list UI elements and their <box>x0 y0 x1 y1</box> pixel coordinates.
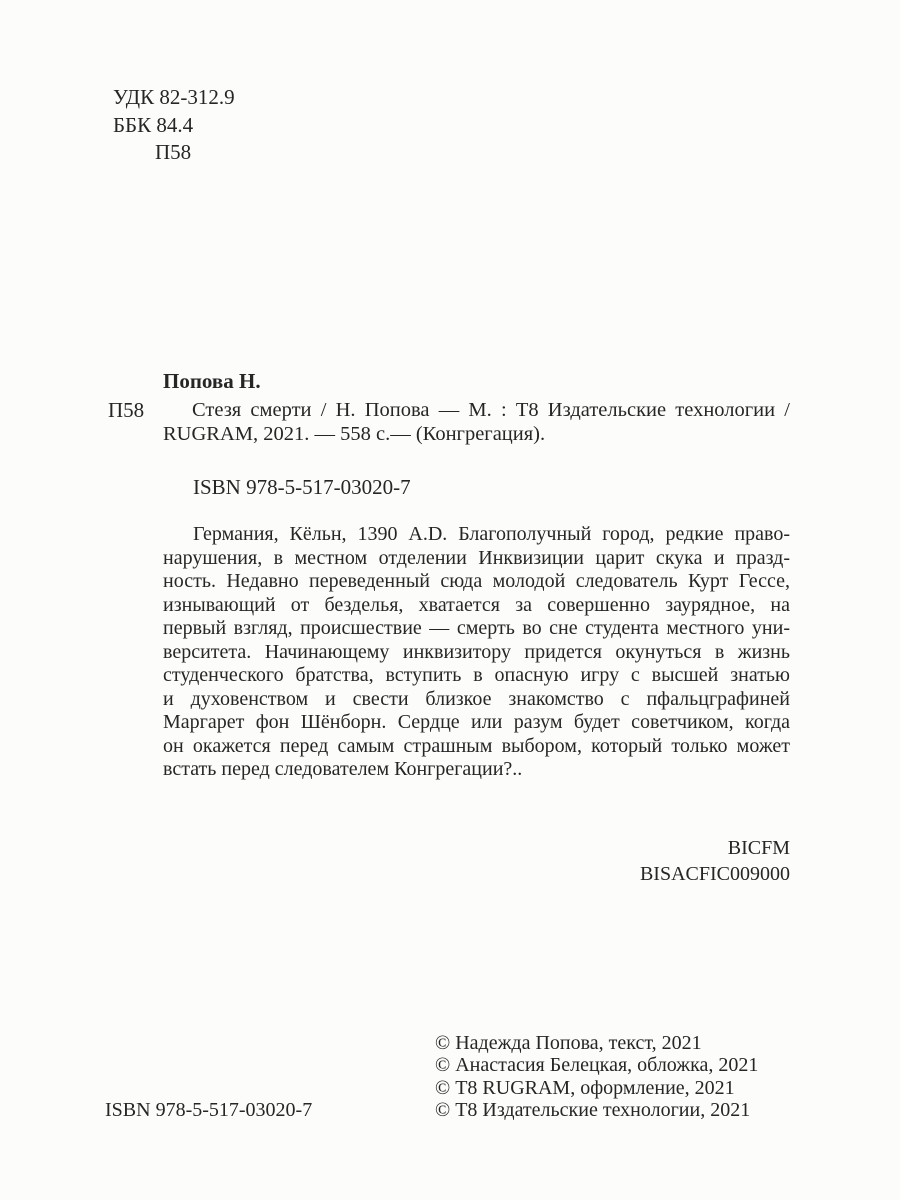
udk-code: УДК 82-312.9 <box>113 85 235 109</box>
classification-codes-block <box>490 836 790 887</box>
copyright-line: © Анастасия Белецкая, обложка, 2021 <box>435 1054 759 1077</box>
catalog-entry-line: RUGRAM, 2021. — 558 с.— (Конгрегация). <box>163 423 546 445</box>
annotation-line: нарушения, в местном отделении Инквизиции царит скука и празд- <box>163 546 790 569</box>
annotation-line: изнывающий от безделья, хватается за совершенно заурядное, на <box>163 593 790 616</box>
bic-code: BICFM <box>727 837 790 859</box>
catalog-entry <box>163 398 790 446</box>
annotation-line: студенческого братства, вступить в опасную игру с высшей знатью <box>163 664 790 686</box>
catalog-author: Попова Н. <box>163 369 261 393</box>
copyright-line: © Надежда Попова, текст, 2021 <box>435 1032 702 1054</box>
bbk-code: ББК 84.4 <box>113 112 194 137</box>
annotation-line: первый взгляд, происшествие — смерть во сне студента местного уни- <box>163 617 790 639</box>
annotation-line: Германия, Кёльн, 1390 A.D. Благополучный город, редкие право- <box>193 523 790 545</box>
annotation-line: Маргарет фон Шёнборн. Сердце или разум будет советчиком, когда <box>163 711 790 733</box>
annotation-line: и духовенством и свести близкое знакомство с пфальцграфиней <box>163 687 790 710</box>
bibliographic-codes-block <box>113 84 235 167</box>
copyright-block <box>435 1032 815 1122</box>
catalog-isbn: ISBN 978-5-517-03020-7 <box>193 475 411 499</box>
catalog-entry-line: Стезя смерти / Н. Попова — М. : Т8 Издательские технологии / <box>192 399 790 421</box>
annotation-line: ность. Недавно переведенный сюда молодой следователь Курт Гессе, <box>163 570 790 592</box>
isbn-bottom: ISBN 978-5-517-03020-7 <box>105 1099 313 1121</box>
annotation-paragraph <box>163 523 790 782</box>
annotation-line: он окажется перед самым страшным выбором, который только может <box>163 734 790 757</box>
author-sign: П58 <box>155 140 192 164</box>
catalog-label: П58 <box>108 398 145 422</box>
copyright-line: © Т8 Издательские технологии, 2021 <box>435 1099 751 1122</box>
bisac-code: BISACFIC009000 <box>639 862 790 885</box>
annotation-line: верситета. Начинающему инквизитору придется окунуться в жизнь <box>163 640 790 663</box>
copyright-line: © Т8 RUGRAM, оформление, 2021 <box>435 1076 735 1099</box>
annotation-line: встать перед следователем Конгрегации?.. <box>163 758 523 780</box>
